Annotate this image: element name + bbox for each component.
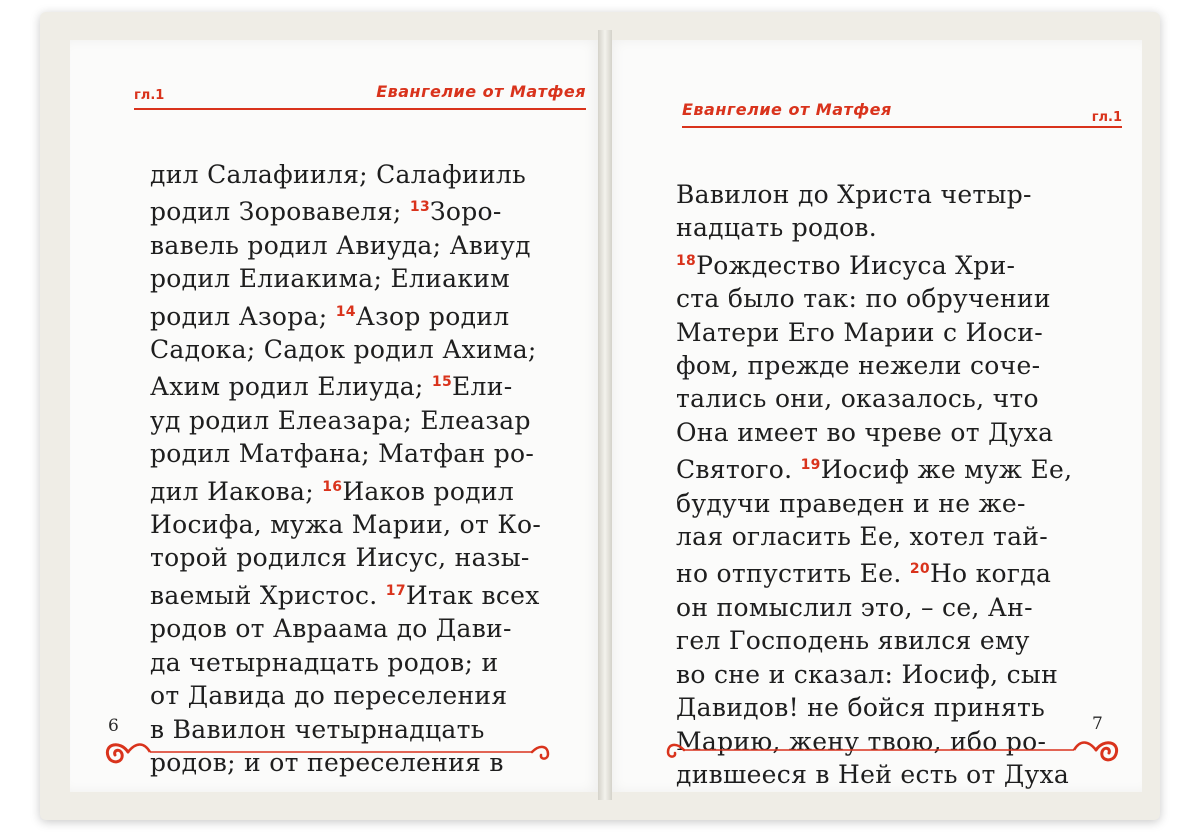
- text-line: [676, 487, 1116, 520]
- line-text: в Вавилон четырнадцать: [150, 714, 485, 744]
- text-line: [150, 612, 590, 645]
- line-text: родил Зоровавеля;: [150, 197, 410, 227]
- text-line: [150, 679, 590, 712]
- text-line: [676, 178, 1116, 211]
- book-gutter: [598, 30, 612, 800]
- right-page: [606, 40, 1142, 792]
- line-text: родил Матфана; Матфан ро-: [150, 439, 535, 469]
- line-text: да четырнадцать родов; и: [150, 647, 499, 677]
- line-text: Она имеет во чреве от Духа: [676, 417, 1054, 447]
- line-text-after-verse: Иаков родил: [342, 476, 515, 506]
- line-text: Вавилон до Христа четыр-: [676, 180, 1032, 209]
- left-page: [70, 40, 603, 792]
- text-line: [150, 646, 590, 679]
- line-text: уд родил Елеазара; Елеазар: [150, 405, 531, 435]
- text-line: [676, 449, 1116, 486]
- chapter-label: гл.1: [134, 88, 165, 103]
- line-text: Садока; Садок родил Ахима;: [150, 335, 537, 365]
- line-text: родов; и от переселения в: [150, 747, 504, 777]
- text-line: [150, 191, 590, 228]
- line-text: будучи праведен и не же-: [676, 488, 1026, 518]
- text-line: [676, 416, 1116, 449]
- text-line: [150, 262, 590, 295]
- line-text-after-verse: Азор родил: [355, 301, 510, 331]
- chapter-label: гл.1: [1091, 110, 1122, 125]
- text-line: [150, 333, 590, 366]
- line-text: гел Господень явился ему: [676, 626, 1030, 656]
- text-line: [676, 658, 1116, 691]
- right-page-text: [676, 178, 1116, 791]
- ornament-scroll-icon: [664, 732, 1130, 768]
- line-text: ваемый Христос.: [150, 580, 386, 610]
- line-text: фом, прежде нежели соче-: [676, 351, 1041, 381]
- line-text: Давидов! не бойся принять: [676, 693, 1046, 723]
- line-text: от Давида до переселения: [150, 681, 508, 711]
- text-line: [676, 349, 1116, 382]
- text-line: [150, 575, 590, 612]
- verse-number: 19: [800, 457, 821, 474]
- line-text-after-verse: Рождество Иисуса Хри-: [696, 250, 1016, 280]
- text-line: [676, 282, 1116, 315]
- ornament-scroll-icon: [100, 734, 566, 770]
- line-text: родил Елиакима; Елиаким: [150, 264, 510, 294]
- page-number: 7: [1092, 714, 1103, 734]
- line-text: но отпустить Ее.: [676, 559, 910, 589]
- header-rule: [682, 126, 1122, 128]
- gospel-title: Евангелие от Матфея: [682, 100, 892, 119]
- text-line: [676, 624, 1116, 657]
- text-line: [676, 211, 1116, 244]
- text-line: [676, 591, 1116, 624]
- verse-number: 20: [909, 561, 930, 578]
- line-text: родил Азора;: [150, 301, 336, 331]
- line-text-after-verse: Но когда: [929, 559, 1052, 589]
- text-line: [676, 553, 1116, 590]
- gospel-title: Евангелие от Матфея: [376, 82, 586, 101]
- line-text: дил Иакова;: [150, 476, 323, 506]
- line-text: дил Салафииля; Салафииль: [150, 160, 527, 189]
- line-text: Святого.: [676, 455, 801, 485]
- line-text: лая огласить Ее, хотел тай-: [676, 522, 1048, 552]
- header-rule: [134, 108, 586, 110]
- left-page-text: [150, 158, 590, 779]
- text-line: [150, 541, 590, 574]
- text-line: [150, 158, 590, 191]
- line-text: вавель родил Авиуда; Авиуд: [150, 230, 531, 260]
- line-text: он помыслил это, – се, Ан-: [676, 592, 1033, 622]
- verse-number: 13: [409, 199, 430, 216]
- line-text: дившееся в Ней есть от Духа: [676, 759, 1070, 789]
- line-text-after-verse: Итак всех: [405, 580, 540, 610]
- line-text: надцать родов.: [676, 213, 878, 243]
- text-line: [676, 520, 1116, 553]
- text-line: [676, 382, 1116, 415]
- line-text-after-verse: Зоро-: [430, 197, 502, 227]
- text-line: [150, 404, 590, 437]
- line-text: Матери Его Марии с Иоси-: [676, 317, 1043, 347]
- text-line: [676, 691, 1116, 724]
- page-number: 6: [108, 716, 119, 736]
- text-line: [150, 437, 590, 470]
- line-text: Марию, жену твою, ибо ро-: [676, 726, 1047, 756]
- text-line: [150, 296, 590, 333]
- text-line: [676, 316, 1116, 349]
- line-text-after-verse: Иосиф же муж Ее,: [820, 455, 1073, 485]
- text-line: [150, 471, 590, 508]
- line-text-after-verse: Ели-: [452, 372, 513, 402]
- verse-number: 15: [431, 374, 452, 391]
- line-text: торой родился Иисус, назы-: [150, 543, 530, 573]
- text-line: [150, 366, 590, 403]
- line-text: родов от Авраама до Дави-: [150, 614, 512, 644]
- right-page-header: [682, 100, 1122, 128]
- verse-number: 16: [322, 478, 343, 495]
- line-text: тались они, оказалось, что: [676, 384, 1039, 414]
- left-page-header: [134, 82, 586, 110]
- text-line: [150, 229, 590, 262]
- line-text: Иосифа, мужа Марии, от Ко-: [150, 510, 542, 540]
- line-text: ста было так: по обручении: [676, 284, 1051, 314]
- line-text: Ахим родил Елиуда;: [150, 372, 432, 402]
- text-line: [676, 245, 1116, 282]
- text-line: [150, 508, 590, 541]
- verse-number: 14: [335, 303, 356, 320]
- verse-number: 18: [676, 252, 697, 269]
- verse-number: 17: [385, 582, 406, 599]
- line-text: во сне и сказал: Иосиф, сын: [676, 659, 1059, 689]
